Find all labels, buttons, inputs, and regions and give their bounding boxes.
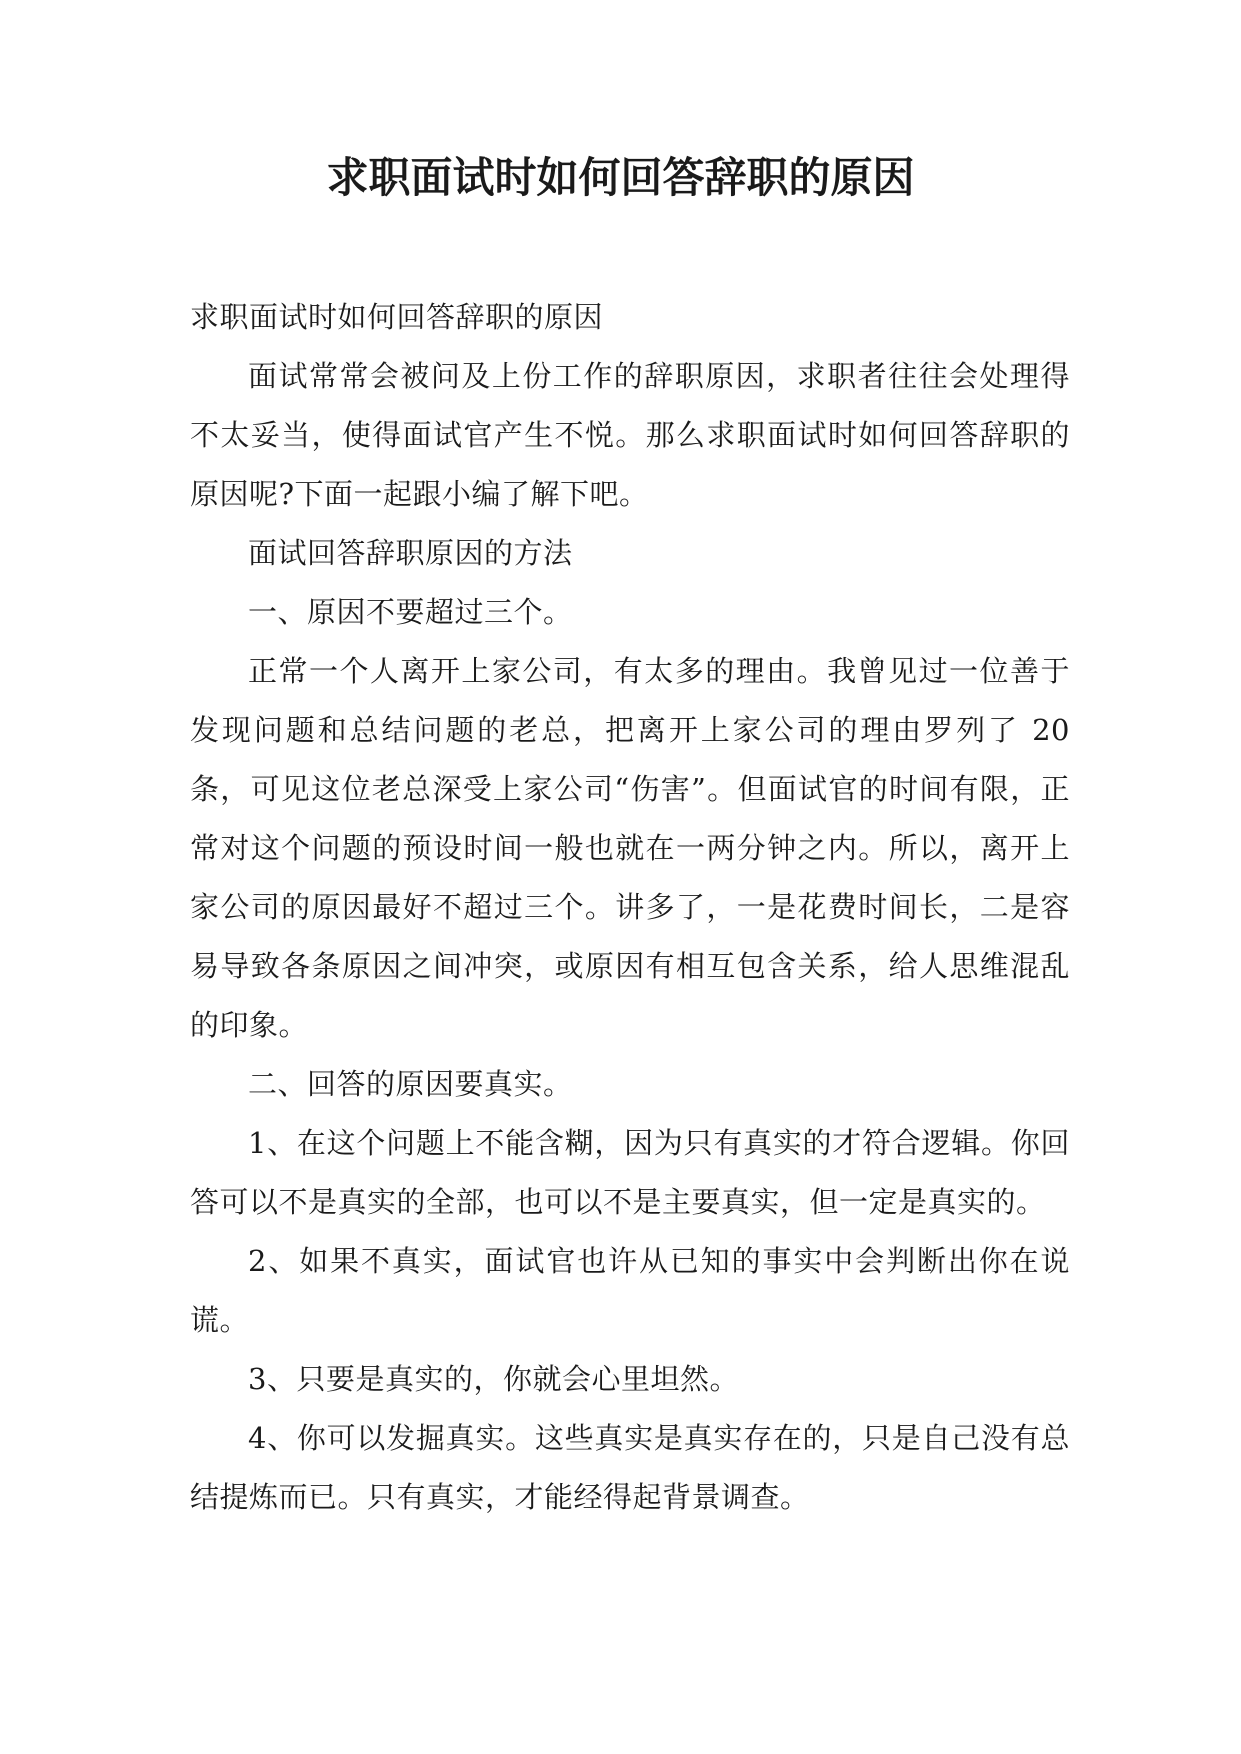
document-body [190,288,1070,1527]
list-item-2: 2、如果不真实，面试官也许从已知的事实中会判断出你在说谎。 [190,1244,1070,1337]
list-item-3: 3、只要是真实的，你就会心里坦然。 [248,1362,739,1396]
point-one-heading: 一、原因不要超过三个。 [248,595,573,629]
document-title: 求职面试时如何回答辞职的原因 [326,153,915,202]
point-one-paragraph: 正常一个人离开上家公司，有太多的理由。我曾见过一位善于发现问题和总结问题的老总，把离开上家公司的理由罗列了 20 条，可见这位老总深受上家公司“伤害”。但面试官的时间有限，正常对这个问题的预设时间一般也就在一两分钟之内。所以，离开上家公司的原因最好不超过三个。讲多了，一是花费时间长，二是容易导致各条原因之间冲突，或原因有相互包含关系，给人思维混乱的印象。 [190,654,1070,1042]
list-item-4: 4、你可以发掘真实。这些真实是真实存在的，只是自己没有总结提炼而已。只有真实，才能经得起背景调查。 [190,1421,1070,1514]
section-heading: 面试回答辞职原因的方法 [248,536,573,570]
point-two-heading: 二、回答的原因要真实。 [248,1067,573,1101]
intro-paragraph: 面试常常会被问及上份工作的辞职原因，求职者往往会处理得不太妥当，使得面试官产生不悦。那么求职面试时如何回答辞职的原因呢?下面一起跟小编了解下吧。 [190,359,1070,511]
subtitle-paragraph: 求职面试时如何回答辞职的原因 [190,300,604,334]
list-item-1: 1、在这个问题上不能含糊，因为只有真实的才符合逻辑。你回答可以不是真实的全部，也可以不是主要真实，但一定是真实的。 [190,1126,1070,1219]
